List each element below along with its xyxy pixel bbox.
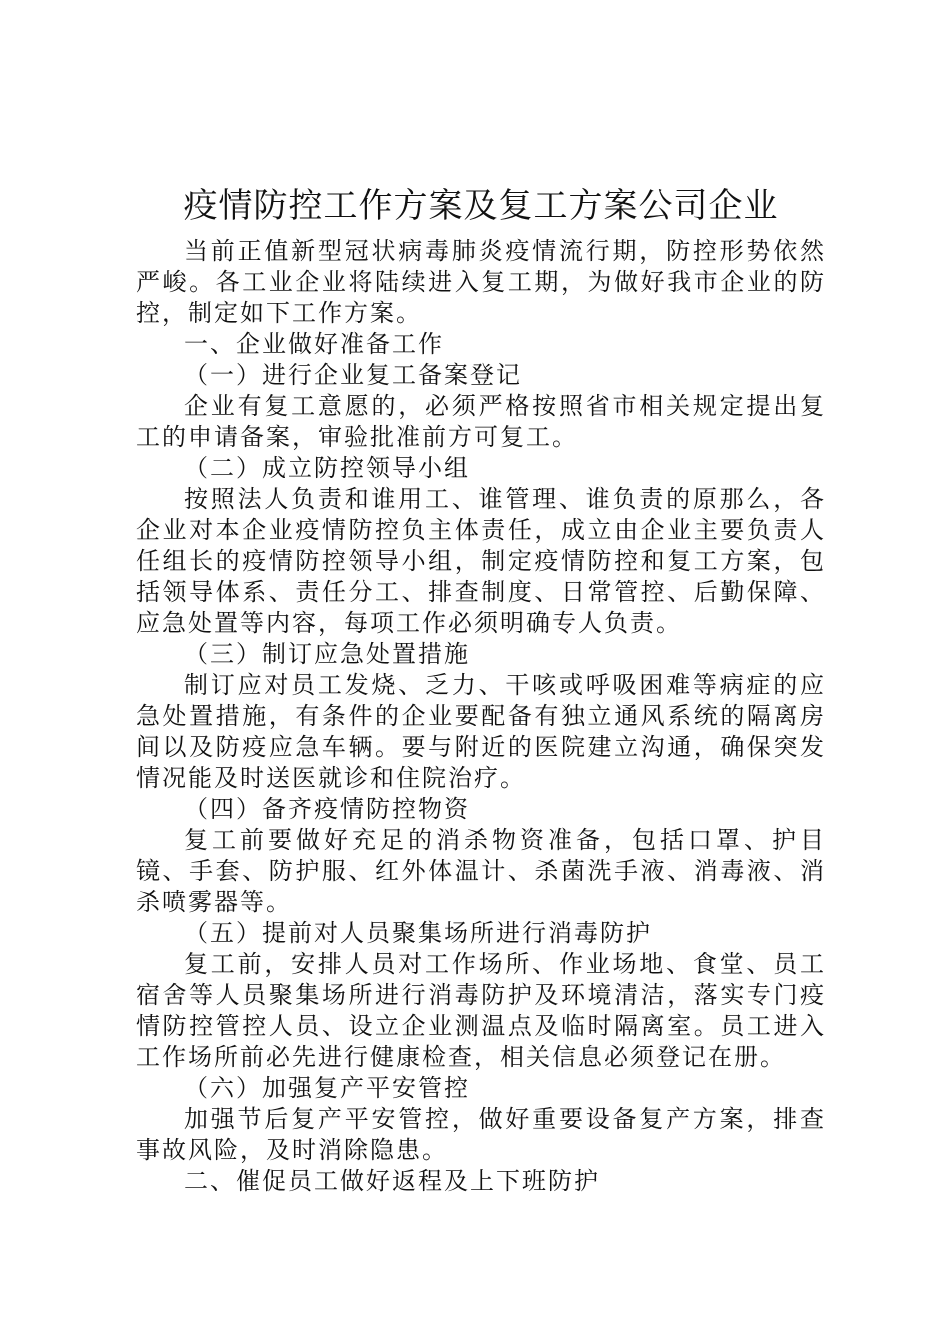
subsection-heading: （二）成立防控领导小组 <box>184 454 470 482</box>
subsection-heading: （三）制订应急处置措施 <box>184 640 470 668</box>
subsection-paragraph: 按照法人负责和谁用工、谁管理、谁负责的原那么，各企业对本企业疫情防控负主体责任，成立由企业主要负责人任组长的疫情防控领导小组，制定疫情防控和复工方案，包括领导体系、责任分工、排查制度、日常管控、后勤保障、应急处置等内容，每项工作必须明确专人负责。 <box>136 485 826 637</box>
subsection-heading: （一）进行企业复工备案登记 <box>184 361 522 389</box>
document-content <box>136 186 826 1197</box>
subsection-paragraph: 复工前，安排人员对工作场所、作业场地、食堂、员工宿舍等人员聚集场所进行消毒防护及环境清洁，落实专门疫情防控管控人员、设立企业测温点及临时隔离室。员工进入工作场所前必先进行健康检查，相关信息必须登记在册。 <box>136 950 826 1071</box>
intro-paragraph: 当前正值新型冠状病毒肺炎疫情流行期，防控形势依然严峻。各工业企业将陆续进入复工期，为做好我市企业的防控，制定如下工作方案。 <box>136 237 826 327</box>
subsection-heading: （五）提前对人员聚集场所进行消毒防护 <box>184 919 652 947</box>
subsection-paragraph: 企业有复工意愿的，必须严格按照省市相关规定提出复工的申请备案，审验批准前方可复工。 <box>136 392 826 451</box>
subsection-paragraph: 制订应对员工发烧、乏力、干咳或呼吸困难等病症的应急处置措施，有条件的企业要配备有独立通风系统的隔离房间以及防疫应急车辆。要与附近的医院建立沟通，确保突发情况能及时送医就诊和住院治疗。 <box>136 671 826 792</box>
subsection-heading: （六）加强复产平安管控 <box>184 1074 470 1102</box>
section-heading: 二、催促员工做好返程及上下班防护 <box>184 1167 600 1195</box>
subsection-heading: （四）备齐疫情防控物资 <box>184 795 470 823</box>
document-title: 疫情防控工作方案及复工方案公司企业 <box>183 186 779 226</box>
subsection-paragraph: 加强节后复产平安管控，做好重要设备复产方案，排查事故风险，及时消除隐患。 <box>136 1105 826 1164</box>
section-heading: 一、企业做好准备工作 <box>184 330 444 358</box>
subsection-paragraph: 复工前要做好充足的消杀物资准备，包括口罩、护目镜、手套、防护服、红外体温计、杀菌洗手液、消毒液、消杀喷雾器等。 <box>136 826 826 916</box>
